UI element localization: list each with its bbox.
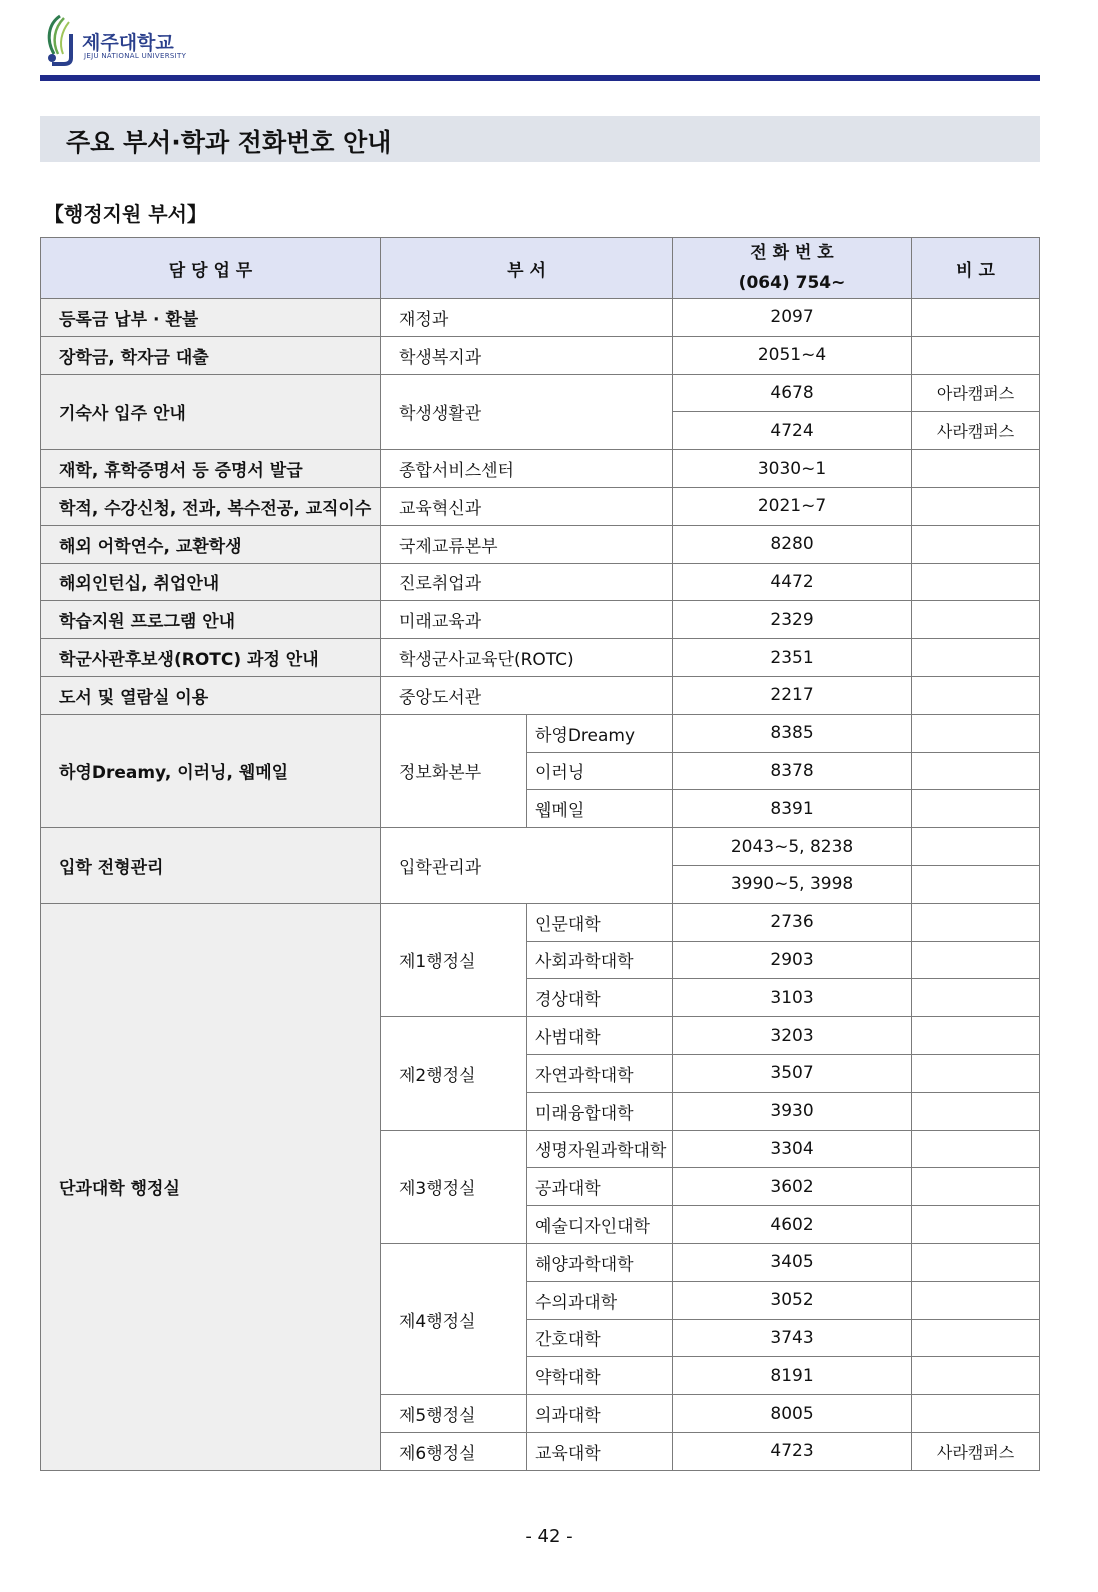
note-cell xyxy=(912,336,1040,374)
dept-cell: 국제교류본부 xyxy=(381,525,673,563)
note-cell xyxy=(912,941,1040,979)
phone-cell: 3930 xyxy=(673,1092,912,1130)
table-row xyxy=(41,525,1040,563)
phone-cell: 8005 xyxy=(673,1395,912,1433)
university-name-english: JEJU NATIONAL UNIVERSITY xyxy=(84,52,187,60)
phone-cell: 8385 xyxy=(673,714,912,752)
dept-cell: 재정과 xyxy=(381,299,673,337)
task-cell: 재학, 휴학증명서 등 증명서 발급 xyxy=(41,450,381,488)
college-cell: 예술디자인대학 xyxy=(527,1206,673,1244)
task-cell: 학적, 수강신청, 전과, 복수전공, 교직이수 xyxy=(41,487,381,525)
note-cell xyxy=(912,676,1040,714)
college-cell: 해양과학대학 xyxy=(527,1243,673,1281)
phone-cell: 4723 xyxy=(673,1432,912,1470)
note-cell xyxy=(912,1130,1040,1168)
sub-dept-cell: 하영Dreamy xyxy=(527,714,673,752)
phone-cell: 2351 xyxy=(673,639,912,677)
dept-cell: 중앙도서관 xyxy=(381,676,673,714)
phone-cell: 3030~1 xyxy=(673,450,912,488)
note-cell xyxy=(912,1357,1040,1395)
section-heading: 【행정지원 부서】 xyxy=(44,202,207,226)
phone-cell: 8378 xyxy=(673,752,912,790)
note-cell: 사라캠퍼스 xyxy=(912,412,1040,450)
dept-cell: 정보화본부 xyxy=(381,714,527,827)
phone-cell: 4724 xyxy=(673,412,912,450)
table-row xyxy=(41,828,1040,866)
phone-cell: 2736 xyxy=(673,903,912,941)
dept-cell: 교육혁신과 xyxy=(381,487,673,525)
note-cell xyxy=(912,1092,1040,1130)
college-cell: 교육대학 xyxy=(527,1432,673,1470)
table-header-row xyxy=(41,238,1040,299)
phone-cell: 3103 xyxy=(673,979,912,1017)
table-row xyxy=(41,639,1040,677)
note-cell xyxy=(912,903,1040,941)
dept-cell: 진로취업과 xyxy=(381,563,673,601)
phone-cell: 4678 xyxy=(673,374,912,412)
table-row xyxy=(41,714,1040,752)
phone-cell: 3304 xyxy=(673,1130,912,1168)
note-cell xyxy=(912,1206,1040,1244)
task-cell: 도서 및 열람실 이용 xyxy=(41,676,381,714)
college-cell: 사회과학대학 xyxy=(527,941,673,979)
office-cell: 제3행정실 xyxy=(381,1130,527,1243)
phone-cell: 2021~7 xyxy=(673,487,912,525)
note-cell: 아라캠퍼스 xyxy=(912,374,1040,412)
phone-cell: 8280 xyxy=(673,525,912,563)
phone-cell: 3743 xyxy=(673,1319,912,1357)
table-row xyxy=(41,336,1040,374)
college-cell: 생명자원과학대학 xyxy=(527,1130,673,1168)
table-row xyxy=(41,487,1040,525)
table-row xyxy=(41,299,1040,337)
note-cell xyxy=(912,1281,1040,1319)
college-cell: 미래융합대학 xyxy=(527,1092,673,1130)
phone-cell: 8391 xyxy=(673,790,912,828)
note-cell xyxy=(912,828,1040,866)
task-cell: 해외인턴십, 취업안내 xyxy=(41,563,381,601)
table-row xyxy=(41,903,1040,941)
task-cell: 기숙사 입주 안내 xyxy=(41,374,381,450)
header-phone-title: 전 화 번 호 xyxy=(750,243,834,263)
college-cell: 수의과대학 xyxy=(527,1281,673,1319)
dept-cell: 미래교육과 xyxy=(381,601,673,639)
task-cell: 장학금, 학자금 대출 xyxy=(41,336,381,374)
phone-cell: 8191 xyxy=(673,1357,912,1395)
note-cell xyxy=(912,563,1040,601)
phone-cell: 2217 xyxy=(673,676,912,714)
college-cell: 사범대학 xyxy=(527,1017,673,1055)
page-header xyxy=(40,14,1040,82)
table-row xyxy=(41,374,1040,412)
dept-cell: 학생생활관 xyxy=(381,374,673,450)
office-cell: 제5행정실 xyxy=(381,1395,527,1433)
note-cell xyxy=(912,1319,1040,1357)
note-cell xyxy=(912,714,1040,752)
header-phone xyxy=(673,238,912,299)
dept-cell: 학생군사교육단(ROTC) xyxy=(381,639,673,677)
page-title: 주요 부서·학과 전화번호 안내 xyxy=(66,128,392,157)
college-cell: 간호대학 xyxy=(527,1319,673,1357)
table-row xyxy=(41,601,1040,639)
note-cell xyxy=(912,487,1040,525)
note-cell xyxy=(912,1168,1040,1206)
table-row xyxy=(41,450,1040,488)
page-number: - 42 - xyxy=(525,1526,573,1547)
phone-cell: 2051~4 xyxy=(673,336,912,374)
note-cell xyxy=(912,865,1040,903)
dept-cell: 입학관리과 xyxy=(381,828,673,904)
phone-directory-table xyxy=(40,237,1040,1471)
phone-cell: 3203 xyxy=(673,1017,912,1055)
college-cell: 경상대학 xyxy=(527,979,673,1017)
phone-cell: 3507 xyxy=(673,1054,912,1092)
phone-cell: 2043~5, 8238 xyxy=(673,828,912,866)
sub-dept-cell: 이러닝 xyxy=(527,752,673,790)
phone-cell: 2903 xyxy=(673,941,912,979)
sub-dept-cell: 웹메일 xyxy=(527,790,673,828)
task-cell: 입학 전형관리 xyxy=(41,828,381,904)
phone-cell: 4602 xyxy=(673,1206,912,1244)
phone-cell: 3990~5, 3998 xyxy=(673,865,912,903)
office-cell: 제4행정실 xyxy=(381,1243,527,1394)
note-cell: 사라캠퍼스 xyxy=(912,1432,1040,1470)
college-cell: 약학대학 xyxy=(527,1357,673,1395)
table-row xyxy=(41,676,1040,714)
office-cell: 제2행정실 xyxy=(381,1017,527,1130)
dept-cell: 학생복지과 xyxy=(381,336,673,374)
task-cell: 학군사관후보생(ROTC) 과정 안내 xyxy=(41,639,381,677)
header-phone-prefix: (064) 754~ xyxy=(738,273,846,293)
office-cell: 제6행정실 xyxy=(381,1432,527,1470)
phone-cell: 3602 xyxy=(673,1168,912,1206)
task-cell: 단과대학 행정실 xyxy=(41,903,381,1470)
note-cell xyxy=(912,1395,1040,1433)
college-cell: 공과대학 xyxy=(527,1168,673,1206)
note-cell xyxy=(912,1017,1040,1055)
note-cell xyxy=(912,790,1040,828)
phone-cell: 4472 xyxy=(673,563,912,601)
phone-cell: 2097 xyxy=(673,299,912,337)
title-band xyxy=(40,116,1040,162)
note-cell xyxy=(912,299,1040,337)
phone-cell: 3405 xyxy=(673,1243,912,1281)
note-cell xyxy=(912,601,1040,639)
note-cell xyxy=(912,1054,1040,1092)
college-cell: 인문대학 xyxy=(527,903,673,941)
dept-cell: 종합서비스센터 xyxy=(381,450,673,488)
note-cell xyxy=(912,1243,1040,1281)
note-cell xyxy=(912,525,1040,563)
college-cell: 자연과학대학 xyxy=(527,1054,673,1092)
task-cell: 해외 어학연수, 교환학생 xyxy=(41,525,381,563)
phone-cell: 2329 xyxy=(673,601,912,639)
table-row xyxy=(41,563,1040,601)
college-cell: 의과대학 xyxy=(527,1395,673,1433)
office-cell: 제1행정실 xyxy=(381,903,527,1016)
task-cell: 학습지원 프로그램 안내 xyxy=(41,601,381,639)
note-cell xyxy=(912,752,1040,790)
note-cell xyxy=(912,450,1040,488)
task-cell: 하영Dreamy, 이러닝, 웹메일 xyxy=(41,714,381,827)
note-cell xyxy=(912,639,1040,677)
header-task: 담 당 업 무 xyxy=(41,238,381,299)
note-cell xyxy=(912,979,1040,1017)
header-divider xyxy=(40,75,1040,81)
header-note: 비 고 xyxy=(912,238,1040,299)
task-cell: 등록금 납부 · 환불 xyxy=(41,299,381,337)
university-name: 제주대학교 xyxy=(82,32,174,54)
phone-cell: 3052 xyxy=(673,1281,912,1319)
university-logo-icon xyxy=(40,14,80,66)
header-dept: 부 서 xyxy=(381,238,673,299)
